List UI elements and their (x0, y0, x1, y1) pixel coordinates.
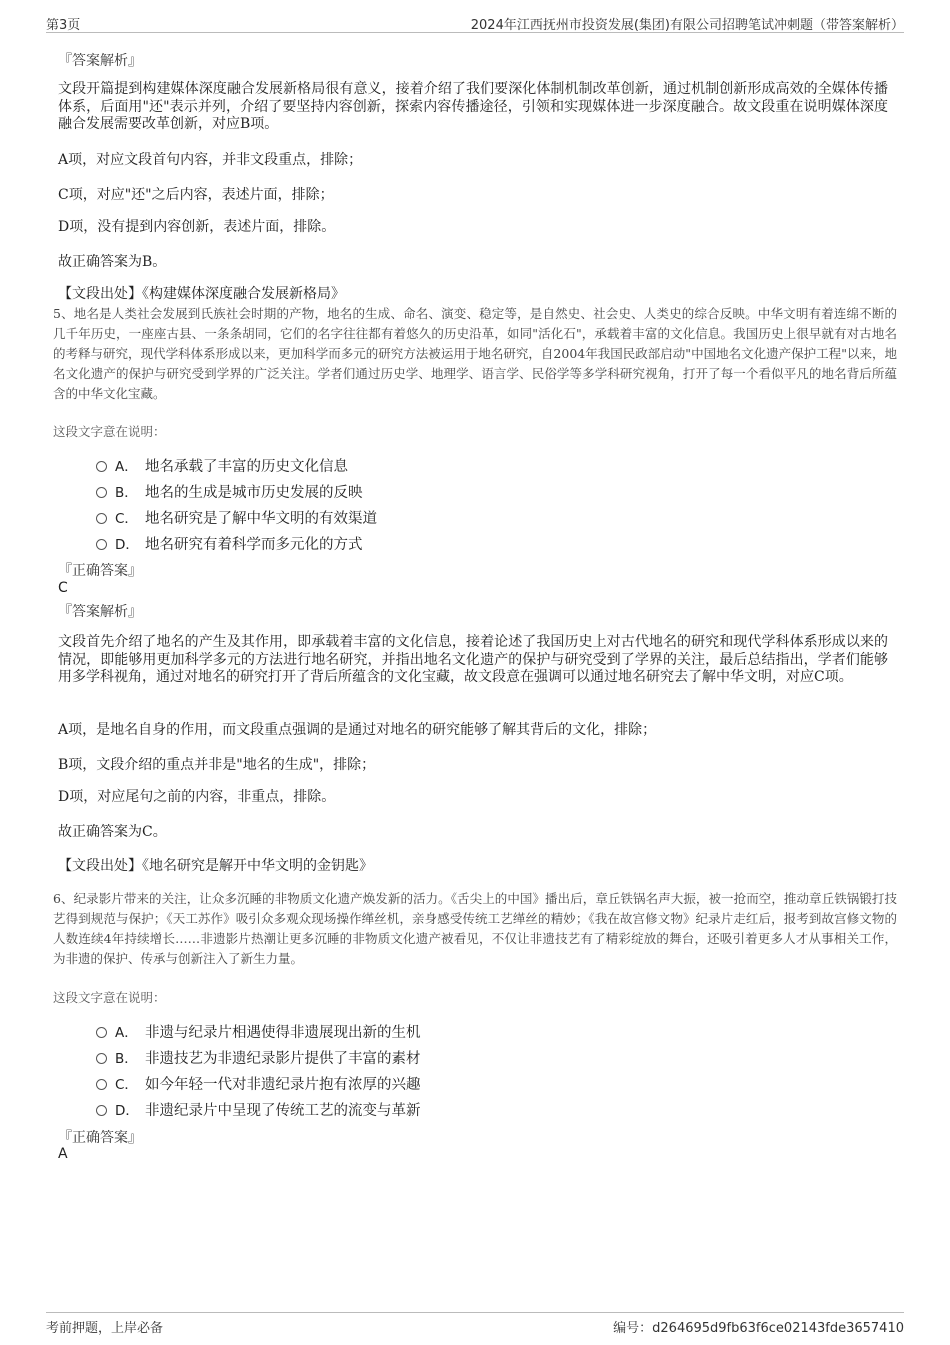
radio-icon[interactable] (96, 1027, 107, 1038)
q4-analysis-label: 『答案解析』 (58, 53, 142, 69)
q6-question-text: 6、纪录影片带来的关注，让众多沉睡的非物质文化遗产焕发新的活力。《舌尖上的中国》播出后，章丘铁锅名声大振，被一抢而空，推动章丘铁锅锻打技艺得到规范与保护；《天工苏作》吸引众多观众现场操作缂丝机，亲身感受传统工艺缂丝的精妙；《我在故宫修文物》纪录片走红后，报考到故宫修文物的人数连续4年持续增长……非遗影片热潮让更多沉睡的非物质文化遗产被看见，不仅让非遗技艺有了精彩绽放的舞台，还吸引着更多人才从事相关工作，为非遗的保护、传承与创新注入了新生力量。 (53, 891, 897, 966)
page-number: 第3页 (46, 18, 81, 33)
document-title: 2024年江西抚州市投资发展(集团)有限公司招聘笔试冲刺题（带答案解析） (470, 18, 904, 33)
radio-icon[interactable] (96, 461, 107, 472)
q6-answer: A (58, 1146, 68, 1162)
footer-slogan: 考前押题，上岸必备 (46, 1321, 164, 1336)
q5-answer: C (58, 580, 68, 596)
q6-prompt: 这段文字意在说明： (53, 990, 166, 1005)
q4-line-a: A项，对应文段首句内容，并非文段重点，排除； (58, 152, 363, 168)
q5-line-d: D项，对应尾句之前的内容，非重点，排除。 (58, 789, 336, 805)
q5-option-d[interactable]: D． 地名研究有着科学而多元化的方式 (96, 533, 363, 553)
q5-source: 【文段出处】《地名研究是解开中华文明的金钥匙》 (58, 858, 373, 874)
q5-line-a: A项，是地名自身的作用，而文段重点强调的是通过对地名的研究能够了解其背后的文化，排除； (58, 722, 657, 738)
q5-option-c[interactable]: C． 地名研究是了解中华文明的有效渠道 (96, 507, 377, 527)
q6-answer-label: 『正确答案』 (58, 1130, 142, 1146)
radio-icon[interactable] (96, 1105, 107, 1116)
q6-option-b[interactable]: B． 非遗技艺为非遗纪录影片提供了丰富的素材 (96, 1047, 421, 1067)
q5-option-b[interactable]: B． 地名的生成是城市历史发展的反映 (96, 481, 363, 501)
radio-icon[interactable] (96, 1053, 107, 1064)
radio-icon[interactable] (96, 513, 107, 524)
page-header (46, 12, 904, 33)
q4-line-c: C项，对应"还"之后内容，表述片面，排除； (58, 187, 334, 203)
q4-source: 【文段出处】《构建媒体深度融合发展新格局》 (58, 286, 345, 302)
document-id: 编号：d264695d9fb63f6ce02143fde3657410 (613, 1321, 904, 1336)
q5-option-a[interactable]: A． 地名承载了丰富的历史文化信息 (96, 455, 348, 475)
q6-option-c[interactable]: C． 如今年轻一代对非遗纪录片抱有浓厚的兴趣 (96, 1073, 421, 1093)
q5-prompt: 这段文字意在说明： (53, 424, 166, 439)
q4-analysis: 文段开篇提到构建媒体深度融合发展新格局很有意义，接着介绍了我们要深化体制机制改革创新，通过机制创新形成高效的全媒体传播体系，后面用"还"表示并列，介绍了要坚持内容创新，探索内容传播途径，引领和实现媒体进一步深度融合。故文段重在说明媒体深度融合发展需要改革创新，对应B项。 (58, 81, 888, 132)
q5-answer-label: 『正确答案』 (58, 563, 142, 579)
q6-option-d[interactable]: D． 非遗纪录片中呈现了传统工艺的流变与革新 (96, 1099, 421, 1119)
q5-analysis: 文段首先介绍了地名的产生及其作用，即承载着丰富的文化信息，接着论述了我国历史上对古代地名的研究和现代学科体系形成以来的情况，即能够用更加科学多元的方法进行地名研究，并指出地名文化遗产的保护与研究受到了学界的关注，最后总结指出，学者们能够用多学科视角，通过对地名的研究打开了背后所蕴含的文化宝藏，故文段意在强调可以通过地名研究去了解中华文明，对应C项。 (58, 634, 888, 685)
page-footer (46, 1312, 904, 1335)
radio-icon[interactable] (96, 487, 107, 498)
q4-line-d: D项，没有提到内容创新，表述片面，排除。 (58, 219, 336, 235)
q5-question-text: 5、地名是人类社会发展到氏族社会时期的产物，地名的生成、命名、演变、稳定等，是自然史、社会史、人类史的综合反映。中华文明有着连绵不断的几千年历史，一座座古县、一条条胡同，它们的名字往往都有着悠久的历史沿革，如同"活化石"，承载着丰富的文化信息。我国历史上很早就有对古地名的考释与研究，现代学科体系形成以来，更加科学而多元的研究方法被运用于地名研究，自2004年我国民政部启动"中国地名文化遗产保护工程"以来，地名文化遗产的保护与研究受到学界的广泛关注。学者们通过历史学、地理学、语言学、民俗学等多学科研究视角，打开了每一个看似平凡的地名背后所蕴含的中华文化宝藏。 (53, 306, 897, 401)
q5-line-b: B项，文段介绍的重点并非是"地名的生成"，排除； (58, 757, 376, 773)
q6-option-a[interactable]: A． 非遗与纪录片相遇使得非遗展现出新的生机 (96, 1021, 421, 1041)
q4-conclusion: 故正确答案为B。 (58, 254, 167, 270)
q5-conclusion: 故正确答案为C。 (58, 824, 167, 840)
radio-icon[interactable] (96, 1079, 107, 1090)
radio-icon[interactable] (96, 539, 107, 550)
q5-analysis-label: 『答案解析』 (58, 604, 142, 620)
